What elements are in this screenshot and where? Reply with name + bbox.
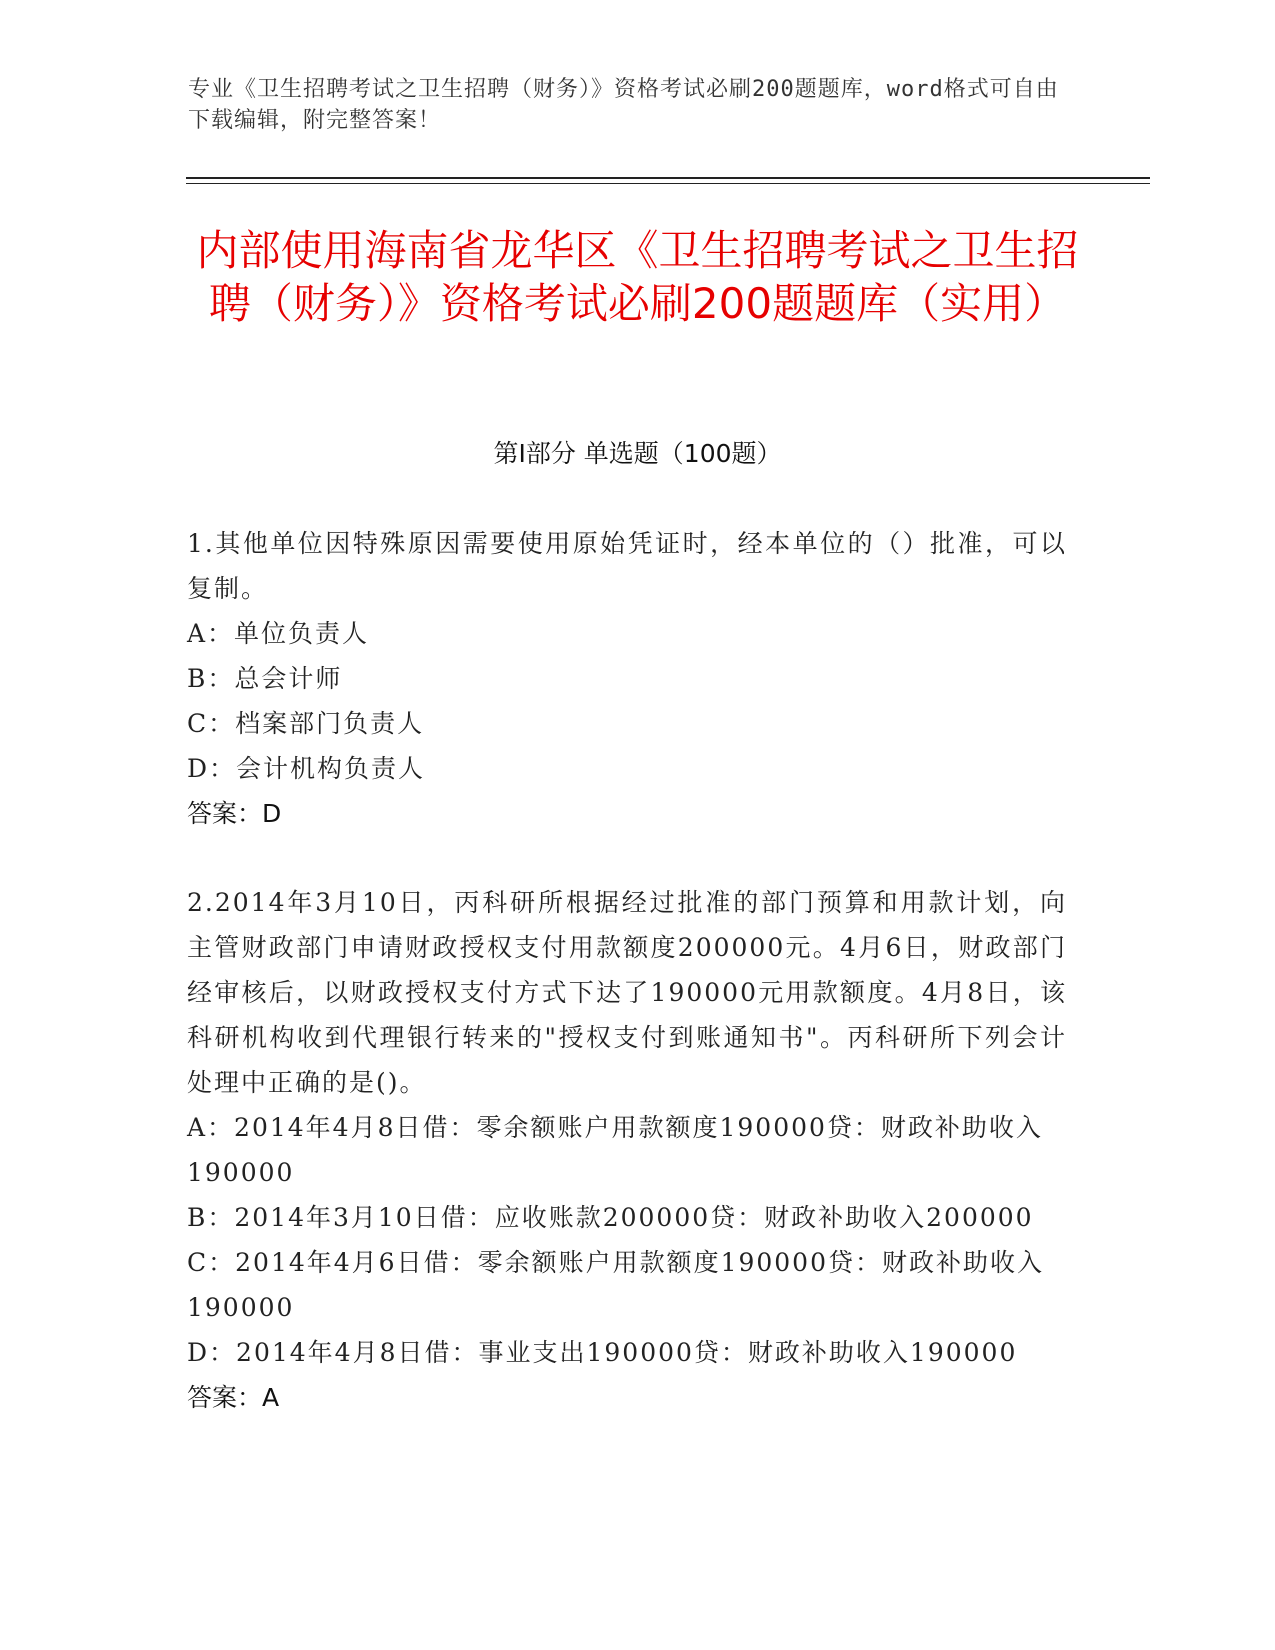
option-b: B：2014年3月10日借：应收账款200000贷：财政补助收入200000: [187, 1203, 1034, 1232]
option-b: B：总会计师: [187, 664, 343, 693]
question-2: [187, 880, 1067, 1420]
option-a: A：2014年4月8日借：零余额账户用款额度190000贷：财政补助收入190000: [187, 1113, 1043, 1187]
header-divider-thin: [186, 183, 1150, 184]
section-title: 第Ⅰ部分 单选题（100题）: [493, 439, 782, 468]
answer: 答案：A: [187, 1383, 280, 1412]
answer: 答案：D: [187, 799, 282, 828]
question-list: [187, 521, 1067, 1464]
option-d: D：会计机构负责人: [187, 754, 426, 783]
document-title: 内部使用海南省龙华区《卫生招聘考试之卫生招聘（财务）》资格考试必刷200题题库（实用）: [196, 226, 1079, 328]
option-c: C：2014年4月6日借：零余额账户用款额度190000贷：财政补助收入190000: [187, 1248, 1044, 1322]
header-divider-thick: [186, 177, 1150, 179]
question-1: [187, 521, 1067, 836]
question-stem: 1.其他单位因特殊原因需要使用原始凭证时，经本单位的（）批准，可以复制。: [187, 529, 1067, 603]
option-a: A：单位负责人: [187, 619, 370, 648]
header-note: 专业《卫生招聘考试之卫生招聘（财务）》资格考试必刷200题题库，word格式可自由下载编辑，附完整答案！: [188, 77, 1059, 133]
question-stem: 2.2014年3月10日，丙科研所根据经过批准的部门预算和用款计划，向主管财政部门申请财政授权支付用款额度200000元。4月6日，财政部门经审核后，以财政授权支付方式下达了190000元用款额度。4月8日，该科研机构收到代理银行转来的"授权支付到账通知书"。丙科研所下列会计处理中正确的是()。: [187, 888, 1067, 1097]
option-d: D：2014年4月8日借：事业支出190000贷：财政补助收入190000: [187, 1338, 1018, 1367]
option-c: C：档案部门负责人: [187, 709, 425, 738]
